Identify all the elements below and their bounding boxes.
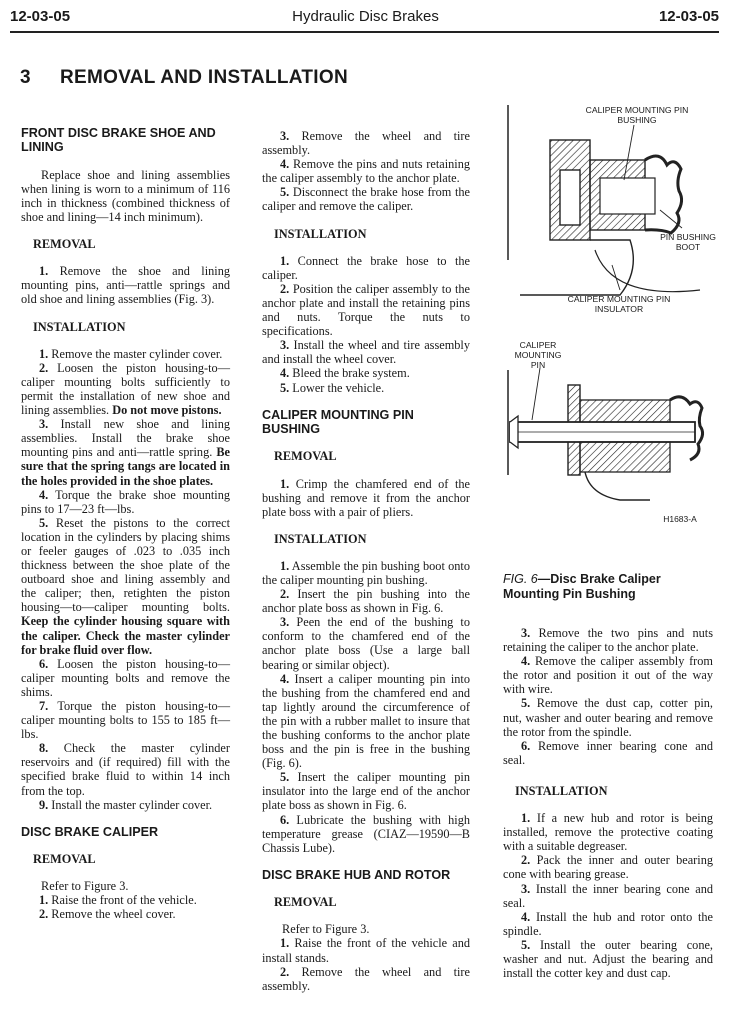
- step-item: [503, 938, 713, 980]
- shoe-lining-heading: FRONT DISC BRAKE SHOE AND LINING: [21, 126, 216, 155]
- step-item: [262, 254, 470, 282]
- caliper-installation-steps: [262, 254, 470, 395]
- section-number: 3: [20, 67, 31, 88]
- step-text: If a new hub and rotor is being installed, remove the protective coating with a suitable degreaser.: [503, 811, 713, 854]
- step-text: Remove the dust cap, cotter pin, nut, washer and outer bearing and remove the rotor from the spindle.: [503, 696, 713, 739]
- step-number: 1.: [39, 264, 49, 279]
- step-text: Insert the caliper mounting pin insulator into the large end of the anchor plate boss as shown in Fig. 6.: [262, 770, 470, 813]
- label-pin-insulator: CALIPER MOUNTING PIN INSULATOR: [567, 294, 671, 314]
- step-text: Install the outer bearing cone, washer and nut. Adjust the bearing and install the cotter key and dust cap.: [503, 937, 713, 981]
- step-text: Install the inner bearing cone and seal.: [503, 881, 713, 910]
- hub-removal-steps: [262, 936, 470, 992]
- step-item: [262, 615, 470, 671]
- step-text: Remove inner bearing cone and seal.: [503, 738, 713, 767]
- step-item: [262, 129, 470, 157]
- step-text: Loosen the piston housing-to—caliper mounting bolts sufficiently to permit the installation of new shoe and lining assemblies.: [21, 360, 230, 418]
- step-item: [262, 936, 470, 964]
- step-text: Install the wheel and tire assembly and install the wheel cover.: [262, 338, 470, 367]
- step-text: Assemble the pin bushing boot onto the caliper mounting pin bushing.: [262, 558, 470, 587]
- upper-view: [508, 105, 700, 295]
- step-text: Raise the front of the vehicle and install stands.: [262, 936, 470, 965]
- step-number: 2.: [280, 587, 290, 602]
- page-header-title: Hydraulic Disc Brakes: [292, 8, 439, 25]
- figure-caption-number: FIG. 6: [503, 572, 538, 586]
- step-text: Peen the end of the bushing to conform to the chamfered end of the anchor plate boss (Use a large ball bearing or similar object).: [262, 615, 470, 672]
- step-item: [21, 361, 230, 417]
- step-number: 3.: [39, 417, 49, 432]
- step-text: Install the hub and rotor onto the spindle.: [503, 909, 713, 938]
- step-text: Remove the pins and nuts retaining the caliper assembly to the anchor plate.: [262, 157, 470, 186]
- step-item: [503, 910, 713, 938]
- hub-installation-steps: [503, 811, 713, 980]
- figure-caption-text: —Disc Brake Caliper Mounting Pin Bushing: [503, 572, 661, 601]
- column-1: [21, 126, 230, 922]
- step-item: [262, 282, 470, 338]
- step-number: 3.: [521, 626, 531, 640]
- step-item: [503, 654, 713, 696]
- step-number: 1.: [521, 811, 531, 826]
- page-number-right: 12-03-05: [658, 8, 719, 25]
- step-text: Remove the two pins and nuts retaining the caliper to the anchor plate.: [503, 626, 713, 655]
- step-number: 4.: [280, 671, 290, 686]
- step-number: 4.: [521, 909, 531, 924]
- pin-installation-heading: INSTALLATION: [274, 531, 367, 546]
- step-number: 5.: [521, 696, 531, 711]
- label-pin-bushing-boot: PIN BUSHING BOOT: [660, 232, 716, 252]
- step-text: Insert the pin bushing into the anchor plate boss as shown in Fig. 6.: [262, 587, 470, 616]
- pin-bushing-heading: CALIPER MOUNTING PIN BUSHING: [262, 407, 414, 436]
- step-item: [503, 882, 713, 910]
- figure-6-drawing: [500, 100, 720, 570]
- step-number: 9.: [39, 797, 49, 812]
- step-item: [262, 559, 470, 587]
- step-number: 4.: [521, 654, 531, 669]
- step-item: [262, 366, 470, 380]
- step-item: [21, 417, 230, 487]
- step-text: Disconnect the brake hose from the caliper and remove the caliper.: [262, 185, 470, 214]
- step-text: Pack the inner and outer bearing cone with bearing grease.: [503, 853, 713, 882]
- step-item: [262, 770, 470, 812]
- step-text: Remove the shoe and lining mounting pins, anti—rattle springs and old shoe and lining assemblies (Fig. 3).: [21, 264, 230, 307]
- step-text: Lower the vehicle.: [289, 380, 385, 395]
- step-number: 2.: [39, 360, 49, 375]
- step-number: 4.: [280, 157, 290, 172]
- step-number: 4.: [280, 366, 290, 381]
- step-text: Bleed the brake system.: [289, 366, 410, 381]
- step-number: 5.: [521, 937, 531, 952]
- hub-reference: Refer to Figure 3.: [282, 922, 370, 937]
- step-item: [21, 699, 230, 741]
- caliper-removal-steps: [21, 893, 230, 921]
- shoe-installation-heading: INSTALLATION: [33, 319, 126, 334]
- step-number: 1.: [39, 346, 49, 361]
- section-heading: [20, 67, 348, 89]
- step-number: 1.: [280, 936, 290, 951]
- step-number: 1.: [39, 893, 49, 908]
- hub-installation-heading: INSTALLATION: [515, 783, 608, 798]
- step-item: [21, 347, 230, 361]
- step-number: 4.: [39, 487, 49, 502]
- step-item: [503, 811, 713, 853]
- step-item: [262, 157, 470, 185]
- step-item: [21, 516, 230, 657]
- step-number: 5.: [280, 380, 290, 395]
- step-text: Torque the piston housing-to—caliper mounting bolts to 155 to 185 ft—lbs.: [21, 699, 230, 742]
- hub-removal-heading: REMOVAL: [274, 895, 337, 910]
- step-number: 6.: [39, 656, 49, 671]
- pin-removal-heading: REMOVAL: [274, 449, 337, 464]
- step-number: 8.: [39, 741, 49, 756]
- step-text: Loosen the piston housing-to—caliper mounting bolts and remove the shims.: [21, 656, 230, 699]
- step-item: [21, 798, 230, 812]
- step-number: 5.: [280, 185, 290, 200]
- lower-view: [508, 368, 703, 500]
- step-note: Do not move pistons.: [109, 403, 222, 418]
- step-text: Connect the brake hose to the caliper.: [262, 253, 470, 282]
- step-number: 2.: [280, 964, 290, 979]
- step-number: 2.: [39, 907, 49, 922]
- page-number-left: 12-03-05: [10, 8, 71, 25]
- step-item: [262, 338, 470, 366]
- shoe-removal-heading: REMOVAL: [33, 237, 96, 252]
- step-text: Reset the pistons to the correct location in the cylinders by placing shims or feeler gauges of .023 to .035 inch thickness between the shoe plate of the outboard shoe and lining assembly and the caliper; then, retighten the piston housing—to—caliper mounting bolts.: [21, 515, 230, 615]
- caliper-installation-heading: INSTALLATION: [274, 226, 367, 241]
- step-item: [21, 893, 230, 907]
- step-item: [262, 965, 470, 993]
- step-item: [503, 853, 713, 881]
- step-text: Position the caliper assembly to the anchor plate and install the retaining pins and nuts. Torque the nuts to specifications.: [262, 281, 470, 339]
- shoe-lining-intro: Replace shoe and lining assemblies when lining is worn to a minimum of 116 inch in thickness (combined thickness of shoe and lining—14 inch minimum).: [21, 167, 230, 225]
- step-text: Remove the wheel and tire assembly.: [262, 129, 470, 158]
- step-number: 6.: [280, 812, 290, 827]
- step-number: 2.: [280, 281, 290, 296]
- step-item: [21, 264, 230, 306]
- step-number: 7.: [39, 699, 49, 713]
- step-number: 6.: [521, 738, 531, 753]
- caliper-removal-steps-cont: [262, 129, 470, 214]
- step-text: Insert a caliper mounting pin into the bushing from the chamfered end and tap lightly around the circumference of the pin with a rubber mallet to insure that the bushing conforms to the anchor plate boss and the pin is free in the bushing (Fig. 6).: [262, 671, 470, 771]
- figure-6: [500, 100, 720, 570]
- step-number: 5.: [280, 770, 290, 785]
- step-number: 1.: [280, 558, 290, 573]
- step-item: [262, 672, 470, 771]
- label-mounting-pin: CALIPER MOUNTING PIN: [514, 340, 562, 370]
- step-note: Keep the cylinder housing square with the caliper. Check the master cylinder for brake fluid over flow.: [21, 614, 230, 657]
- header-rule: [10, 31, 719, 33]
- step-item: [262, 813, 470, 855]
- step-item: [503, 696, 713, 738]
- step-number: 2.: [521, 853, 531, 868]
- step-text: Lubricate the bushing with high temperature grease (CIAZ—19590—B Chassis Lube).: [262, 812, 470, 855]
- step-text: Remove the master cylinder cover.: [48, 346, 223, 361]
- step-item: [21, 488, 230, 516]
- step-item: [262, 381, 470, 395]
- step-number: 3.: [280, 338, 290, 353]
- step-number: 3.: [521, 881, 531, 896]
- step-number: 3.: [280, 615, 290, 630]
- caliper-heading: DISC BRAKE CALIPER: [21, 824, 159, 839]
- step-text: Raise the front of the vehicle.: [48, 893, 197, 908]
- step-text: Remove the caliper assembly from the rotor and position it out of the way with wire.: [503, 654, 713, 697]
- shoe-removal-steps: [21, 264, 230, 306]
- step-text: Install new shoe and lining assemblies. Install the brake shoe mounting pins and anti—rattle spring.: [21, 417, 230, 460]
- step-text: Install the master cylinder cover.: [48, 797, 213, 812]
- label-pin-bushing: CALIPER MOUNTING PIN BUSHING: [585, 105, 689, 125]
- figure-caption: [503, 572, 718, 601]
- shoe-installation-steps: [21, 347, 230, 812]
- step-item: [503, 626, 713, 654]
- step-text: Crimp the chamfered end of the bushing and remove it from the anchor plate boss with a pair of pliers.: [262, 476, 470, 519]
- hub-rotor-heading: DISC BRAKE HUB AND ROTOR: [262, 867, 451, 882]
- section-title: REMOVAL AND INSTALLATION: [60, 67, 348, 88]
- step-text: Remove the wheel and tire assembly.: [262, 964, 470, 993]
- column-3: [503, 626, 713, 980]
- pin-installation-steps: [262, 559, 470, 855]
- step-text: Remove the wheel cover.: [48, 907, 176, 922]
- step-text: Check the master cylinder reservoirs and (if required) fill with the specified brake fluid to within 14 inch from the top.: [21, 741, 230, 798]
- column-2: [262, 129, 470, 993]
- step-number: 5.: [39, 515, 49, 530]
- step-item: [21, 657, 230, 699]
- step-number: 1.: [280, 253, 290, 268]
- step-note: Be sure that the spring tangs are located in the holes provided in the shoe plates.: [21, 445, 230, 488]
- step-item: [262, 587, 470, 615]
- pin-removal-steps: [262, 477, 470, 519]
- step-number: 1.: [280, 476, 290, 491]
- step-item: [262, 185, 470, 213]
- caliper-removal-heading: REMOVAL: [33, 852, 96, 867]
- caliper-reference: Refer to Figure 3.: [41, 879, 129, 894]
- step-number: 3.: [280, 129, 290, 143]
- step-text: Torque the brake shoe mounting pins to 17—23 ft—lbs.: [21, 487, 230, 516]
- figure-code: H1683-A: [663, 514, 697, 524]
- step-item: [262, 477, 470, 519]
- hub-removal-steps-cont: [503, 626, 713, 767]
- step-item: [503, 739, 713, 767]
- step-item: [21, 907, 230, 921]
- step-item: [21, 741, 230, 797]
